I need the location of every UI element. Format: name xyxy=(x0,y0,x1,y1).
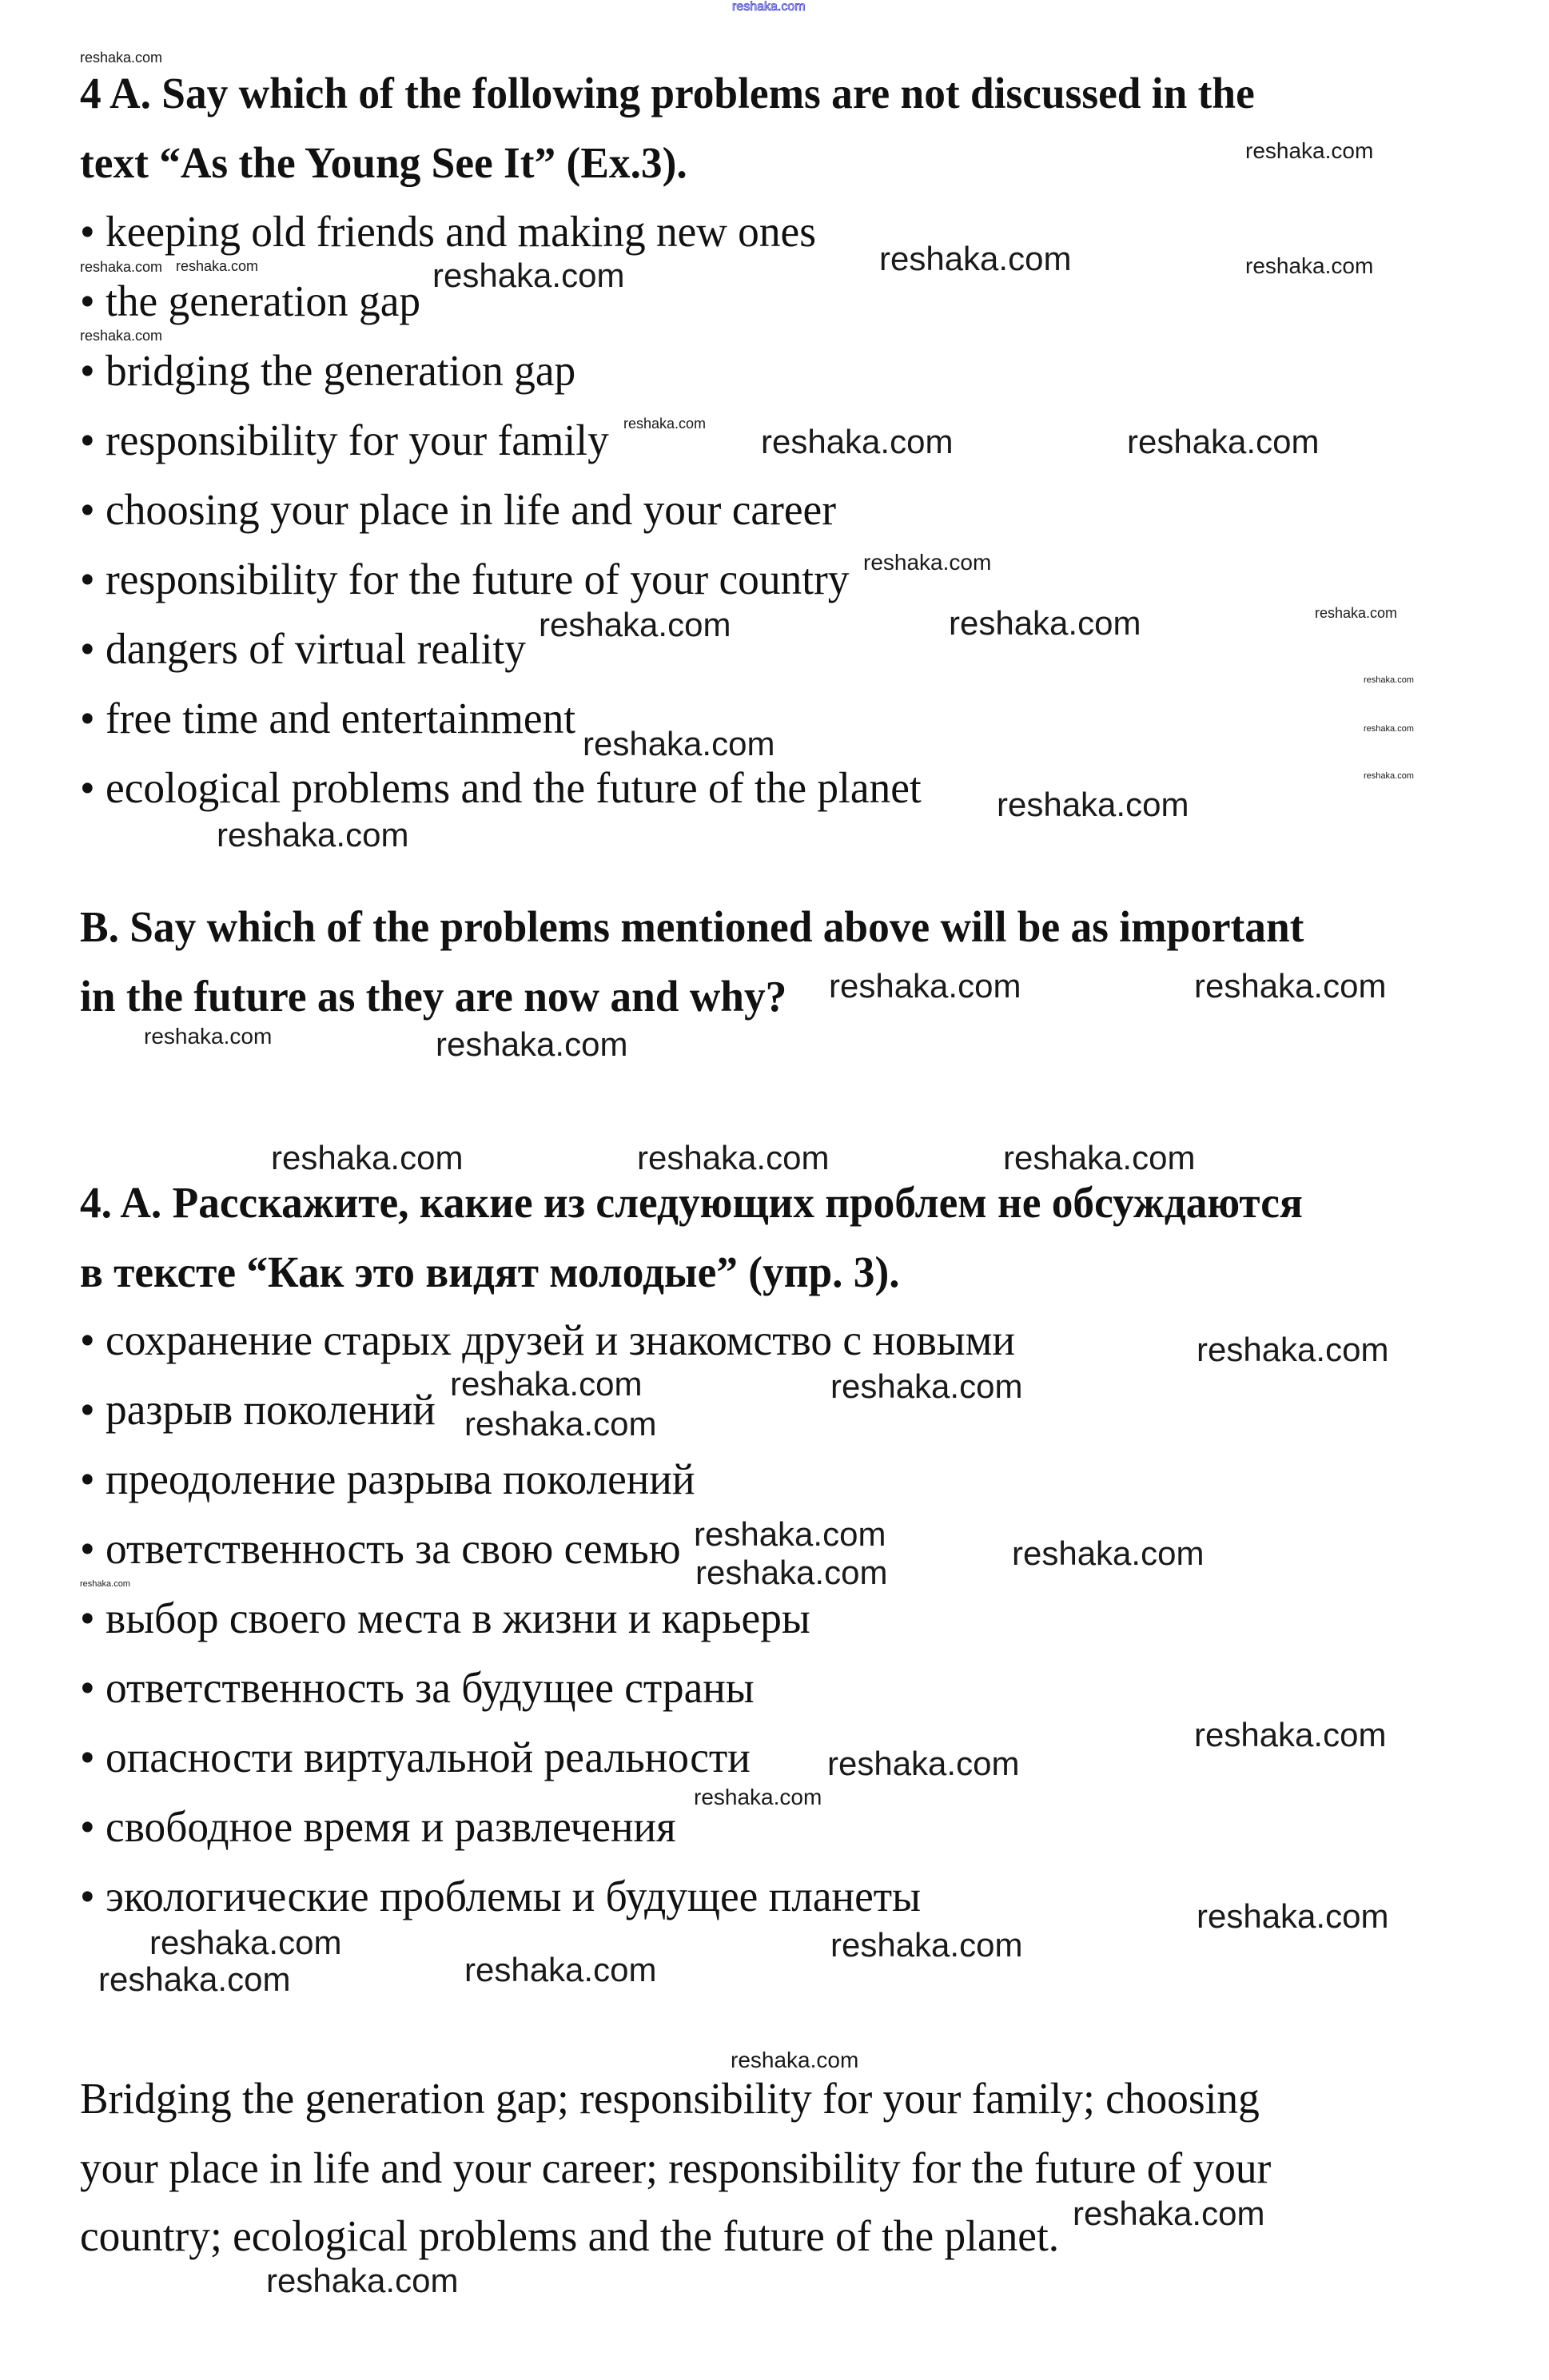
watermark-text: reshaka.com xyxy=(623,416,707,432)
watermark-text: reshaka.com xyxy=(695,1554,888,1591)
watermark-text: reshaka.com xyxy=(732,0,806,14)
list-item: • ответственность за свою семью xyxy=(80,1524,681,1573)
watermark-text: reshaka.com xyxy=(879,240,1072,277)
watermark-text: reshaka.com xyxy=(1364,771,1414,781)
watermark-text: reshaka.com xyxy=(1197,1331,1389,1368)
watermark-text: reshaka.com xyxy=(830,1367,1023,1405)
watermark-text: reshaka.com xyxy=(827,1745,1020,1782)
watermark-text: reshaka.com xyxy=(464,1405,657,1443)
watermark-text: reshaka.com xyxy=(1315,605,1398,621)
watermark-text: reshaka.com xyxy=(1012,1534,1205,1572)
exercise-title: text “As the Young See It” (Ex.3). xyxy=(80,138,687,187)
list-item: • responsibility for the future of your country xyxy=(80,555,850,603)
watermark-text: reshaka.com xyxy=(1073,2195,1265,2232)
list-item: • преодоление разрыва поколений xyxy=(80,1455,695,1503)
list-item: • сохранение старых друзей и знакомство с новыми xyxy=(80,1315,1015,1364)
answer-line: country; ecological problems and the future of the planet. xyxy=(80,2211,1060,2260)
watermark-text: reshaka.com xyxy=(997,786,1189,823)
task-b: in the future as they are now and why? xyxy=(80,972,787,1021)
exercise-title: 4. A. Расскажите, какие из следующих проблем не обсуждаются xyxy=(80,1178,1303,1227)
watermark-text: reshaka.com xyxy=(1127,423,1320,460)
task-b: B. Say which of the problems mentioned above will be as important xyxy=(80,902,1304,951)
watermark-text: reshaka.com xyxy=(637,1139,830,1176)
watermark-text: reshaka.com xyxy=(80,328,163,344)
watermark-text: reshaka.com xyxy=(1245,253,1374,278)
list-item: • свободное время и развлечения xyxy=(80,1802,676,1851)
watermark-text: reshaka.com xyxy=(432,257,625,294)
list-item: • экологические проблемы и будущее планеты xyxy=(80,1872,921,1920)
watermark-text: reshaka.com xyxy=(1197,1897,1389,1935)
watermark-text: reshaka.com xyxy=(583,725,775,762)
watermark-text: reshaka.com xyxy=(694,1785,822,1809)
watermark-text: reshaka.com xyxy=(144,1024,273,1049)
watermark-text: reshaka.com xyxy=(217,816,409,854)
list-item: • bridging the generation gap xyxy=(80,346,576,395)
list-item: • responsibility for your family xyxy=(80,416,609,464)
watermark-text: reshaka.com xyxy=(949,604,1141,642)
watermark-text: reshaka.com xyxy=(80,1579,130,1589)
answer-line: your place in life and your career; responsibility for the future of your xyxy=(80,2143,1272,2192)
watermark-text: reshaka.com xyxy=(694,1515,886,1553)
list-item: • the generation gap xyxy=(80,277,421,325)
watermark-text: reshaka.com xyxy=(176,258,259,274)
watermark-text: reshaka.com xyxy=(80,50,163,66)
list-item: • опасности виртуальной реальности xyxy=(80,1733,751,1781)
list-item: • keeping old friends and making new ones xyxy=(80,207,816,256)
watermark-text: reshaka.com xyxy=(1364,724,1414,734)
watermark-text: reshaka.com xyxy=(80,259,163,275)
watermark-text: reshaka.com xyxy=(1364,675,1414,685)
list-item: • ecological problems and the future of the planet xyxy=(80,763,922,812)
watermark-text: reshaka.com xyxy=(266,2262,459,2299)
answer-line: Bridging the generation gap; responsibility for your family; choosing xyxy=(80,2074,1260,2123)
watermark-text: reshaka.com xyxy=(830,1926,1023,1964)
watermark-text: reshaka.com xyxy=(271,1139,464,1176)
exercise-title: в тексте “Как это видят молодые” (упр. 3). xyxy=(80,1248,900,1296)
list-item: • разрыв поколений xyxy=(80,1385,436,1434)
watermark-text: reshaka.com xyxy=(436,1025,628,1063)
watermark-text: reshaka.com xyxy=(464,1951,657,1988)
watermark-text: reshaka.com xyxy=(1194,967,1387,1005)
watermark-text: reshaka.com xyxy=(761,423,954,460)
watermark-text: reshaka.com xyxy=(450,1365,643,1403)
watermark-text: reshaka.com xyxy=(731,2048,859,2072)
list-item: • choosing your place in life and your career xyxy=(80,485,837,534)
list-item: • free time and entertainment xyxy=(80,694,576,742)
watermark-text: reshaka.com xyxy=(1003,1139,1196,1176)
watermark-text: reshaka.com xyxy=(1245,138,1374,163)
watermark-text: reshaka.com xyxy=(1194,1716,1387,1753)
watermark-text: reshaka.com xyxy=(829,967,1021,1005)
exercise-title: 4 A. Say which of the following problems are not discussed in the xyxy=(80,69,1255,117)
list-item: • выбор своего места в жизни и карьеры xyxy=(80,1594,810,1642)
watermark-text: reshaka.com xyxy=(539,606,731,643)
list-item: • dangers of virtual reality xyxy=(80,624,526,673)
list-item: • ответственность за будущее страны xyxy=(80,1663,755,1712)
watermark-text: reshaka.com xyxy=(149,1924,342,1961)
watermark-text: reshaka.com xyxy=(863,550,992,575)
watermark-text: reshaka.com xyxy=(98,1960,291,1998)
